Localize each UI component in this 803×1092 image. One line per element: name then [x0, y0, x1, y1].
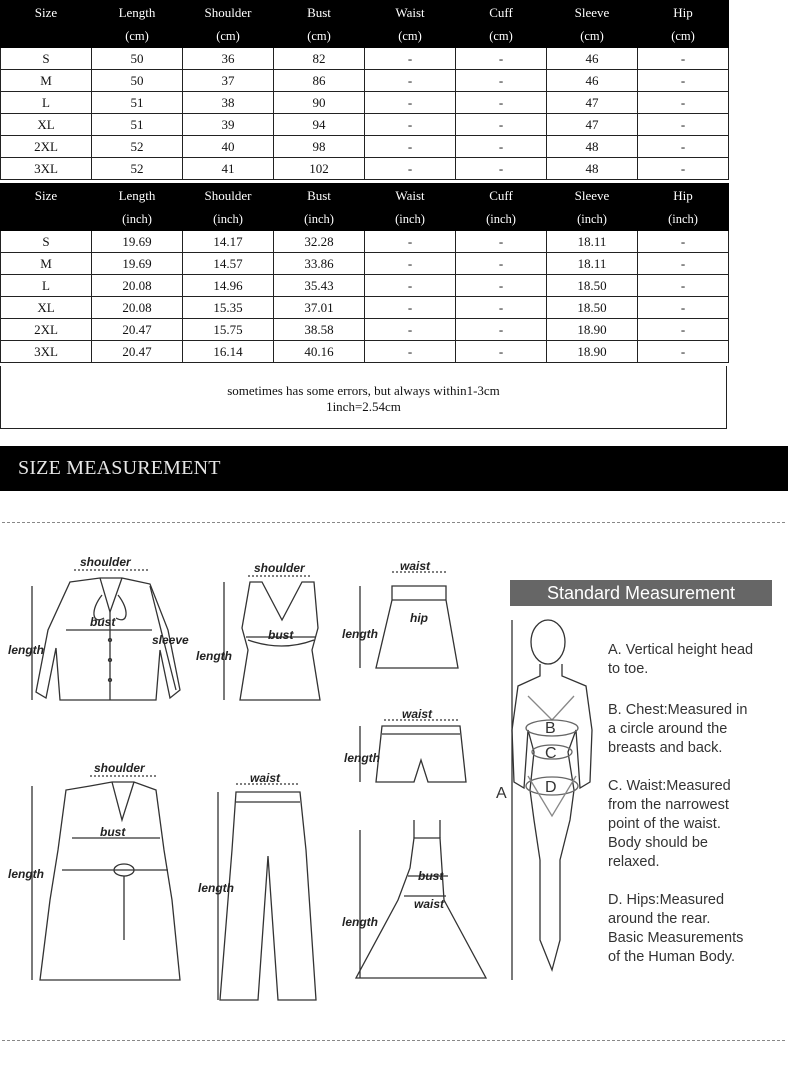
body-letter-d: D: [545, 779, 557, 796]
value-cell: 36: [183, 48, 274, 70]
section-banner: SIZE MEASUREMENT: [0, 446, 788, 491]
value-cell: 86: [274, 70, 365, 92]
value-cell: -: [638, 253, 729, 275]
value-cell: 40.16: [274, 341, 365, 363]
size-cell: 3XL: [1, 341, 92, 363]
unit-row: [1, 208, 729, 231]
value-cell: 18.50: [547, 297, 638, 319]
table-row: [1, 48, 729, 70]
value-cell: -: [638, 231, 729, 253]
size-cell: 2XL: [1, 136, 92, 158]
header-cell: Size: [1, 184, 92, 208]
value-cell: 14.96: [183, 275, 274, 297]
size-cell: S: [1, 231, 92, 253]
note-conversion: 1inch=2.54cm: [326, 399, 401, 414]
note-error-range: sometimes has some errors, but always within1-3cm: [227, 383, 500, 398]
table-row: [1, 136, 729, 158]
value-cell: 19.69: [92, 253, 183, 275]
size-cell: L: [1, 275, 92, 297]
value-cell: 19.69: [92, 231, 183, 253]
size-cell: M: [1, 253, 92, 275]
unit-cell: [1, 25, 92, 48]
std-item-text: Hips:Measured around the rear. Basic Measurements of the Human Body.: [608, 892, 744, 965]
value-cell: 32.28: [274, 231, 365, 253]
label-waist: waist: [414, 897, 445, 911]
label-bust: bust: [100, 825, 126, 839]
value-cell: -: [456, 114, 547, 136]
label-sleeve: sleeve: [152, 633, 189, 647]
label-waist: waist: [402, 707, 433, 721]
label-bust: bust: [418, 869, 444, 883]
body-letter-c: C: [545, 745, 557, 762]
size-table-inch: [0, 183, 729, 363]
unit-cell: (cm): [638, 25, 729, 48]
table-row: [1, 275, 729, 297]
body-letter-a: A: [496, 785, 507, 802]
value-cell: -: [638, 136, 729, 158]
unit-cell: (inch): [638, 208, 729, 231]
label-length: length: [342, 627, 378, 641]
unit-cell: (inch): [547, 208, 638, 231]
size-cell: XL: [1, 297, 92, 319]
unit-cell: (inch): [183, 208, 274, 231]
std-item-text: Vertical height head to toe.: [608, 642, 754, 677]
unit-cell: (cm): [183, 25, 274, 48]
header-cell: Bust: [274, 1, 365, 25]
value-cell: 52: [92, 158, 183, 180]
unit-cell: (cm): [274, 25, 365, 48]
value-cell: -: [365, 136, 456, 158]
value-cell: -: [456, 92, 547, 114]
measurement-note: [0, 366, 727, 429]
unit-cell: (inch): [365, 208, 456, 231]
std-item-a: [608, 641, 793, 679]
label-bust: bust: [268, 628, 294, 642]
value-cell: -: [638, 70, 729, 92]
value-cell: 48: [547, 136, 638, 158]
value-cell: 102: [274, 158, 365, 180]
value-cell: 38: [183, 92, 274, 114]
header-cell: Cuff: [456, 184, 547, 208]
value-cell: 33.86: [274, 253, 365, 275]
table-row: [1, 341, 729, 363]
label-length: length: [8, 643, 44, 657]
value-cell: 15.75: [183, 319, 274, 341]
value-cell: -: [456, 231, 547, 253]
value-cell: -: [456, 275, 547, 297]
value-cell: 35.43: [274, 275, 365, 297]
header-cell: Bust: [274, 184, 365, 208]
header-cell: Shoulder: [183, 1, 274, 25]
value-cell: -: [365, 48, 456, 70]
standard-measurement-title: Standard Measurement: [510, 580, 772, 606]
value-cell: -: [638, 275, 729, 297]
value-cell: -: [638, 92, 729, 114]
value-cell: -: [365, 92, 456, 114]
unit-cell: [1, 208, 92, 231]
value-cell: 18.90: [547, 341, 638, 363]
size-cell: M: [1, 70, 92, 92]
std-item-text: Waist:Measured from the narrowest point of the waist. Body should be relaxed.: [608, 778, 731, 870]
value-cell: -: [365, 158, 456, 180]
value-cell: 37: [183, 70, 274, 92]
value-cell: 46: [547, 70, 638, 92]
dress-illustration: [342, 820, 486, 978]
tank-top-illustration: [196, 561, 320, 700]
table-row: [1, 92, 729, 114]
value-cell: 50: [92, 48, 183, 70]
value-cell: -: [365, 297, 456, 319]
body-figure: [496, 620, 592, 980]
header-cell: Cuff: [456, 1, 547, 25]
value-cell: 46: [547, 48, 638, 70]
value-cell: 90: [274, 92, 365, 114]
size-cell: 2XL: [1, 319, 92, 341]
unit-cell: (cm): [456, 25, 547, 48]
unit-row: [1, 25, 729, 48]
unit-cell: (cm): [92, 25, 183, 48]
value-cell: -: [365, 114, 456, 136]
value-cell: 37.01: [274, 297, 365, 319]
value-cell: -: [456, 158, 547, 180]
value-cell: 48: [547, 158, 638, 180]
value-cell: -: [638, 114, 729, 136]
value-cell: -: [365, 253, 456, 275]
value-cell: -: [365, 275, 456, 297]
header-cell: Hip: [638, 184, 729, 208]
label-bust: bust: [90, 615, 116, 629]
value-cell: 47: [547, 114, 638, 136]
table-row: [1, 231, 729, 253]
value-cell: 41: [183, 158, 274, 180]
value-cell: -: [365, 70, 456, 92]
value-cell: 98: [274, 136, 365, 158]
trousers-illustration: [198, 771, 316, 1000]
value-cell: 20.47: [92, 319, 183, 341]
value-cell: 20.08: [92, 297, 183, 319]
value-cell: 14.57: [183, 253, 274, 275]
value-cell: -: [456, 70, 547, 92]
label-waist: waist: [250, 771, 281, 785]
std-item-c: [608, 777, 793, 872]
table-row: [1, 70, 729, 92]
label-waist: waist: [400, 559, 431, 573]
size-cell: XL: [1, 114, 92, 136]
label-shoulder: shoulder: [80, 555, 131, 569]
std-item-text: Chest:Measured in a circle around the breasts and back.: [608, 702, 748, 756]
std-item-key: C.: [608, 778, 623, 794]
header-row: [1, 1, 729, 25]
value-cell: 47: [547, 92, 638, 114]
label-shoulder: shoulder: [94, 761, 145, 775]
size-cell: L: [1, 92, 92, 114]
value-cell: 18.11: [547, 253, 638, 275]
header-row: [1, 184, 729, 208]
size-table-cm: [0, 0, 729, 180]
std-item-key: A.: [608, 642, 622, 658]
unit-cell: (inch): [456, 208, 547, 231]
blouse-illustration: [8, 555, 189, 700]
header-cell: Hip: [638, 1, 729, 25]
value-cell: -: [456, 297, 547, 319]
value-cell: 40: [183, 136, 274, 158]
value-cell: -: [638, 48, 729, 70]
value-cell: 51: [92, 114, 183, 136]
value-cell: -: [456, 253, 547, 275]
body-letter-b: B: [545, 720, 556, 737]
unit-cell: (cm): [365, 25, 456, 48]
size-cell: 3XL: [1, 158, 92, 180]
value-cell: 16.14: [183, 341, 274, 363]
header-cell: Waist: [365, 1, 456, 25]
unit-cell: (inch): [274, 208, 365, 231]
value-cell: 39: [183, 114, 274, 136]
value-cell: 94: [274, 114, 365, 136]
value-cell: -: [456, 319, 547, 341]
value-cell: -: [638, 297, 729, 319]
table-row: [1, 114, 729, 136]
skirt-illustration: [342, 559, 458, 668]
value-cell: 82: [274, 48, 365, 70]
value-cell: 20.47: [92, 341, 183, 363]
header-cell: Length: [92, 184, 183, 208]
header-cell: Sleeve: [547, 184, 638, 208]
divider-bottom: [2, 1040, 785, 1041]
value-cell: -: [638, 319, 729, 341]
value-cell: 18.90: [547, 319, 638, 341]
label-length: length: [196, 649, 232, 663]
value-cell: -: [456, 48, 547, 70]
value-cell: -: [456, 136, 547, 158]
header-cell: Length: [92, 1, 183, 25]
std-item-key: B.: [608, 702, 622, 718]
std-item-key: D.: [608, 892, 623, 908]
std-item-d: [608, 891, 793, 967]
label-length: length: [8, 867, 44, 881]
table-row: [1, 253, 729, 275]
value-cell: 51: [92, 92, 183, 114]
label-length: length: [342, 915, 378, 929]
value-cell: -: [365, 319, 456, 341]
header-cell: Sleeve: [547, 1, 638, 25]
value-cell: 15.35: [183, 297, 274, 319]
table-row: [1, 158, 729, 180]
value-cell: 38.58: [274, 319, 365, 341]
header-cell: Waist: [365, 184, 456, 208]
header-cell: Shoulder: [183, 184, 274, 208]
coat-illustration: [8, 761, 180, 980]
unit-cell: (inch): [92, 208, 183, 231]
value-cell: 20.08: [92, 275, 183, 297]
shorts-illustration: [344, 707, 466, 782]
header-cell: Size: [1, 1, 92, 25]
label-length: length: [198, 881, 234, 895]
value-cell: -: [365, 231, 456, 253]
table-row: [1, 319, 729, 341]
value-cell: -: [456, 341, 547, 363]
value-cell: -: [638, 341, 729, 363]
value-cell: 18.11: [547, 231, 638, 253]
value-cell: 14.17: [183, 231, 274, 253]
value-cell: -: [638, 158, 729, 180]
label-shoulder: shoulder: [254, 561, 305, 575]
label-hip: hip: [410, 611, 428, 625]
value-cell: 52: [92, 136, 183, 158]
label-length: length: [344, 751, 380, 765]
value-cell: 18.50: [547, 275, 638, 297]
table-row: [1, 297, 729, 319]
unit-cell: (cm): [547, 25, 638, 48]
size-cell: S: [1, 48, 92, 70]
value-cell: 50: [92, 70, 183, 92]
value-cell: -: [365, 341, 456, 363]
std-item-b: [608, 701, 793, 758]
